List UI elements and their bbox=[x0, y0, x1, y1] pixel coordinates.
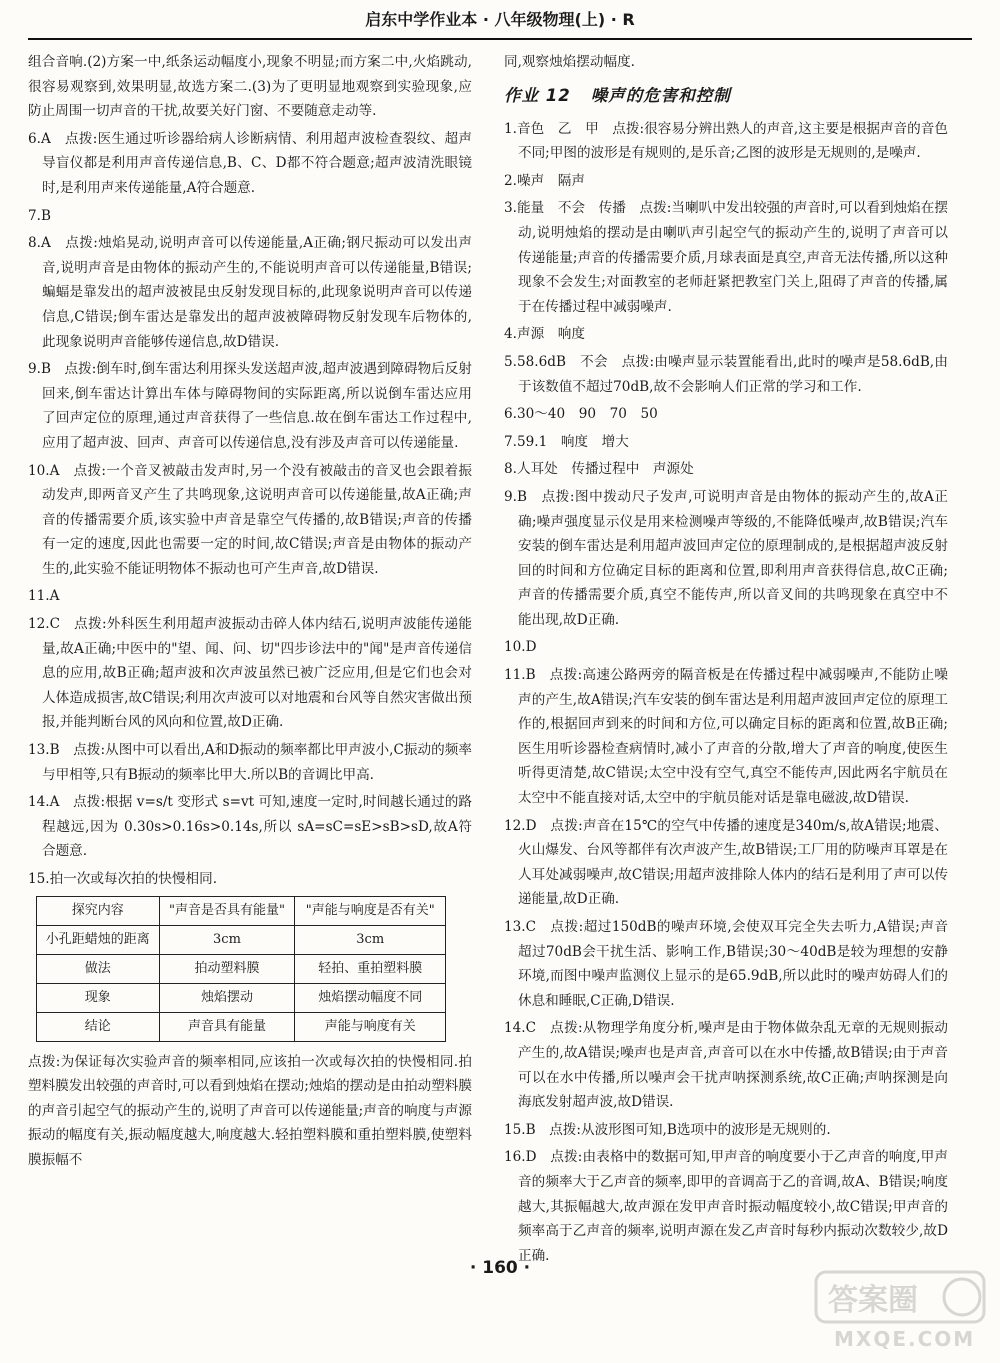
table-header-cell: 探究内容 bbox=[37, 896, 160, 925]
svg-text:MXQE.COM: MXQE.COM bbox=[834, 1327, 976, 1351]
answer-item: 15.B 点拨:从波形图可知,B选项中的波形是无规则的. bbox=[504, 1121, 831, 1138]
section-title bbox=[504, 83, 948, 109]
answer-item: 8.人耳处 传播过程中 声源处 bbox=[504, 461, 694, 478]
answer-item: 10.A 点拨:一个音叉被敲击发声时,另一个没有被敲击的音叉也会跟着振动发声,即两音叉产生了共鸣现象,这说明声音可以传递能量,故A正确;声音的传播需要介质,该实验中声音是靠空气传播的,故B错误;声音的传播有一定的速度,因此也需要一定的时间,故C错误;声音是由物体的振动产生的,此实验不能证明物体不振动也可产生声音,故D错误. bbox=[28, 462, 472, 577]
table-header-cell: "声能与响度是否有关" bbox=[295, 896, 446, 925]
answer-item: 组合音响.(2)方案一中,纸条运动幅度小,现象不明显;而方案二中,火焰跳动,很容易观察到,效果明显,故选方案二.(3)为了更明显地观察到实验现象,应防止周围一切声音的干扰,故要关好门窗、不要随意走动等. bbox=[28, 54, 472, 120]
table-cell: 烛焰摆动 bbox=[159, 983, 295, 1012]
header-rule bbox=[28, 38, 972, 40]
answer-item: 7.B bbox=[28, 207, 51, 224]
answer-item: 15.拍一次或每次拍的快慢相同. bbox=[28, 871, 218, 887]
answer-item: 6.30～40 90 70 50 bbox=[504, 406, 658, 423]
left-column bbox=[28, 50, 472, 1176]
table-cell: 现象 bbox=[37, 983, 160, 1012]
watermark-logo bbox=[812, 1268, 988, 1354]
experiment-table bbox=[36, 896, 446, 1042]
answer-item: 16.D 点拨:由表格中的数据可知,甲声音的响度要小于乙声音的响度,甲声音的频率大于乙声音的频率,即甲的音调高于乙的音调,故A、B错误;响度越大,其振幅越大,故声源在发甲声音时振动幅度较小,故C错误;甲声音的频率高于乙声音的频率,说明声源在发乙声音时每秒内振动次数较少,故D正确. bbox=[504, 1149, 948, 1264]
watermark-logo-icon bbox=[812, 1268, 988, 1354]
table-cell: 烛焰摆动幅度不同 bbox=[295, 983, 446, 1012]
table-cell: 做法 bbox=[37, 954, 160, 983]
answer-item: 12.D 点拨:声音在15℃的空气中传播的速度是340m/s,故A错误;地震、火山爆发、台风等都伴有次声波产生,故B错误;工厂用的防噪声耳罩是在人耳处减弱噪声,故C错误;用超声波排除人体内的结石是利用了声可以传递能量,故D正确. bbox=[504, 817, 948, 908]
answer-item: 9.B 点拨:倒车时,倒车雷达利用探头发送超声波,超声波遇到障碍物后反射回来,倒车雷达计算出车体与障碍物间的实际距离,所以说倒车雷达应用了回声定位的原理,通过声音获得了一些信息.故在倒车雷达工作过程中,应用了超声波、回声、声音可以传递信息,没有涉及声音可以传递能量. bbox=[28, 361, 472, 451]
answer-item: 14.A 点拨:根据 v=s/t 变形式 s=vt 可知,速度一定时,时间越长通过的路程越远,因为 0.30s>0.16s>0.14s,所以 sA=sC=sE>sB>sD,故A符合题意. bbox=[28, 794, 472, 860]
table-row bbox=[37, 925, 446, 954]
answer-item: 10.D bbox=[504, 639, 537, 656]
section-name: 噪声的危害和控制 bbox=[590, 85, 731, 105]
answer-item: 8.A 点拨:烛焰晃动,说明声音可以传递能量,A正确;钢尺振动可以发出声音,说明声音是由物体的振动产生的,不能说明声音可以传递能量,B错误;蝙蝠是靠发出的超声波被昆虫反射发现目标的,此现象说明声音可以传递信息,C错误;倒车雷达是靠发出的超声波被障碍物反射发现车后物体的,此现象说明声音能够传递信息,故D错误. bbox=[28, 235, 472, 350]
table-cell: 结论 bbox=[37, 1012, 160, 1041]
table-explanation: 点拨:为保证每次实验声音的频率相同,应该拍一次或每次拍的快慢相同.拍塑料膜发出较强的声音时,可以看到烛焰在摆动;烛焰的摆动是由拍动塑料膜的声音引起空气的振动产生的,说明了声音可以传递能量;声音的响度与声源振动的幅度有关,振动幅度越大,响度越大.轻拍塑料膜和重拍塑料膜,使塑料膜振幅不 bbox=[28, 1053, 472, 1168]
svg-text:答案圈: 答案圈 bbox=[828, 1283, 918, 1318]
table-cell: 3cm bbox=[295, 925, 446, 954]
page-header: 启东中学作业本 · 八年级物理(上) · R bbox=[365, 10, 635, 29]
answer-item: 11.B 点拨:高速公路两旁的隔音板是在传播过程中减弱噪声,不能防止噪声的产生,故A错误;汽车安装的倒车雷达是利用超声波回声定位的原理工作的,根据回声到来的时间和方位,可以确定目标的距离和位置,故B正确;医生用听诊器检查病情时,减小了声音的分散,增大了声音的响度,使医生听得更清楚,故C错误;太空中没有空气,真空不能传声,因此两名宇航员在太空中不能直接对话,太空中的宇航员能对话是靠电磁波,故D错误. bbox=[504, 667, 948, 807]
answer-item: 13.B 点拨:从图中可以看出,A和D振动的频率都比甲声波小,C振动的频率与甲相等,只有B振动的频率比甲大.所以B的音调比甲高. bbox=[28, 742, 472, 783]
table-cell: 轻拍、重拍塑料膜 bbox=[295, 954, 446, 983]
answer-item: 6.A 点拨:医生通过听诊器给病人诊断病情、利用超声波检查裂纹、超声导盲仪都是利用声音传递信息,B、C、D都不符合题意;超声波清洗眼镜时,是利用声来传递能量,A符合题意. bbox=[28, 130, 472, 196]
table-row bbox=[37, 983, 446, 1012]
answer-item: 14.C 点拨:从物理学角度分析,噪声是由于物体做杂乱无章的无规则振动产生的,故A错误;噪声也是声音,声音可以在水中传播,故B错误;由于声音可以在水中传播,所以噪声会干扰声呐探测系统,故C正确;声呐探测是向海底发射超声波,故D错误. bbox=[504, 1020, 948, 1111]
answer-item: 11.A bbox=[28, 588, 60, 605]
answer-item: 3.能量 不会 传播 点拨:当喇叭中发出较强的声音时,可以看到烛焰在摆动,说明烛焰的摆动是由喇叭声引起空气的振动产生的,说明了声音可以传递能量;声音的传播需要介质,月球表面是真空,声音无法传播,所以这种现象不会发生;对面教室的老师赶紧把教室门关上,阻碍了声音的传播,属于在传播过程中减弱噪声. bbox=[504, 200, 948, 315]
answer-item: 2.噪声 隔声 bbox=[504, 172, 585, 189]
table-cell: 声能与响度有关 bbox=[295, 1012, 446, 1041]
right-column bbox=[504, 50, 948, 1271]
answer-item: 5.58.6dB 不会 点拨:由噪声显示装置能看出,此时的噪声是58.6dB,由于该数值不超过70dB,故不会影响人们正常的学习和工作. bbox=[504, 353, 948, 395]
table-row bbox=[37, 954, 446, 983]
page-number: · 160 · bbox=[469, 1258, 531, 1278]
answer-item: 7.59.1 响度 增大 bbox=[504, 433, 629, 450]
answer-item: 1.音色 乙 甲 点拨:很容易分辨出熟人的声音,这主要是根据声音的音色不同;甲图的波形是有规则的,是乐音;乙图的波形是无规则的,是噪声. bbox=[504, 120, 948, 162]
table-cell: 小孔距蜡烛的距离 bbox=[37, 925, 160, 954]
answer-item: 9.B 点拨:图中拨动尺子发声,可说明声音是由物体的振动产生的,故A正确;噪声强度显示仪是用来检测噪声等级的,不能降低噪声,故B错误;汽车安装的倒车雷达是利用超声波回声定位的原理制成的,是根据超声波反射回的时间和方位确定目标的距离和位置,即利用声音获得信息,故C正确;声音的传播需要介质,真空不能传声,所以音叉间的共鸣现象在真空中不能出现,故D正确. bbox=[504, 488, 948, 628]
table-header-cell: "声音是否具有能量" bbox=[159, 896, 295, 925]
table-header-row bbox=[37, 896, 446, 925]
answer-item: 12.C 点拨:外科医生利用超声波振动击碎人体内结石,说明声波能传递能量,故A正确;中医中的"望、闻、问、切"四步诊法中的"闻"是声音传递信息的应用,故B正确;超声波和次声波虽然已被广泛应用,但是它们也会对人体造成损害,故C错误;利用次声波可以对地震和台风等自然灾害做出预报,并能判断台风的风向和位置,故D正确. bbox=[28, 616, 472, 731]
table-row bbox=[37, 1012, 446, 1041]
section-label: 作业 12 bbox=[504, 85, 571, 105]
continuation-text: 同,观察烛焰摆动幅度. bbox=[504, 54, 635, 70]
table-cell: 3cm bbox=[159, 925, 295, 954]
answer-item: 4.声源 响度 bbox=[504, 326, 585, 343]
table-cell: 声音具有能量 bbox=[159, 1012, 295, 1041]
table-cell: 拍动塑料膜 bbox=[159, 954, 295, 983]
answer-item: 13.C 点拨:超过150dB的噪声环境,会使双耳完全失去听力,A错误;声音超过70dB会干扰生活、影响工作,B错误;30～40dB是较为理想的安静环境,而图中噪声监测仪上显示的是65.9dB,所以此时的噪声妨碍人们的休息和睡眠,C正确,D错误. bbox=[504, 919, 948, 1009]
